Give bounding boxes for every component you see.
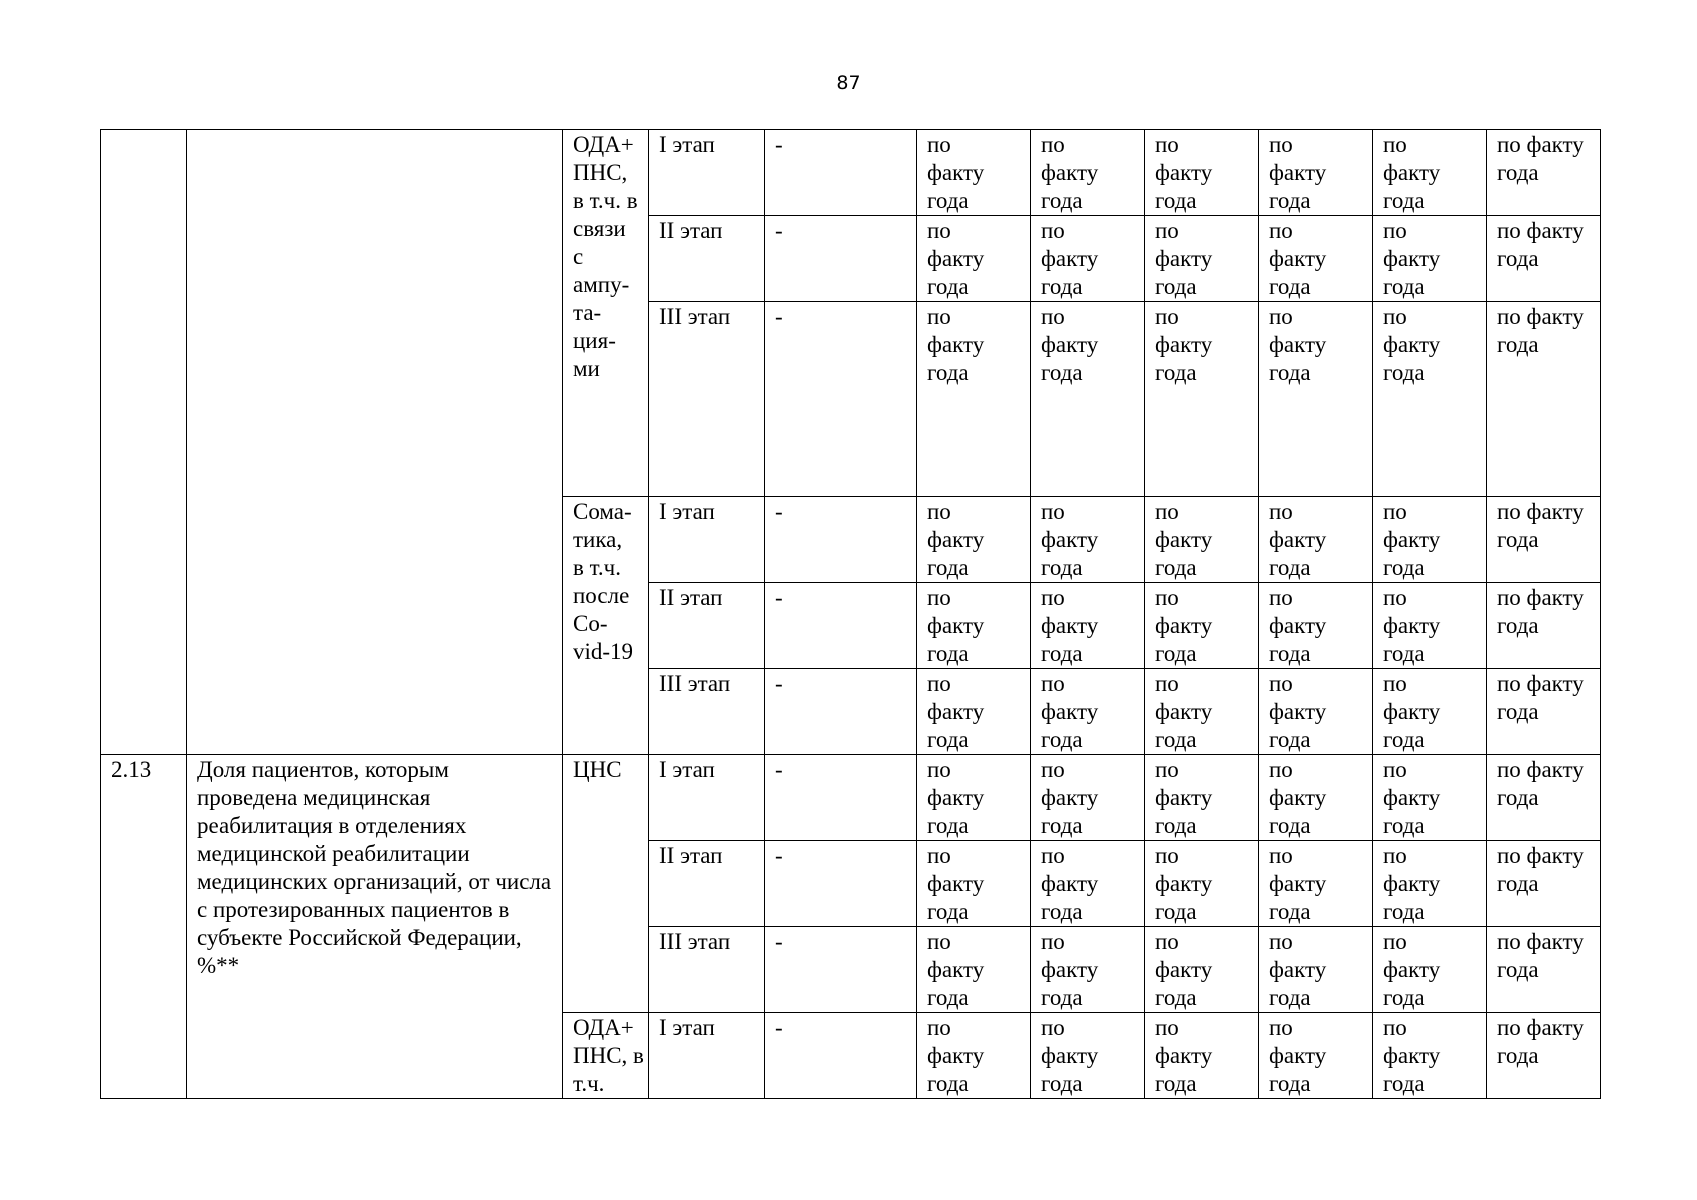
- value-cell: по факту года: [1031, 1013, 1145, 1099]
- value-cell: по факту года: [1145, 669, 1259, 755]
- value-cell: по факту года: [1259, 755, 1373, 841]
- value-cell: по факту года: [1259, 841, 1373, 927]
- table-row: [101, 130, 1601, 216]
- value-cell: по факту года: [1373, 927, 1487, 1013]
- value-cell: по факту года: [1373, 130, 1487, 216]
- value-cell: по факту года: [1145, 841, 1259, 927]
- value-cell: по факту года: [1373, 583, 1487, 669]
- base-value-cell: -: [765, 216, 917, 302]
- value-cell: по факту года: [1145, 755, 1259, 841]
- value-cell: по факту года: [1259, 130, 1373, 216]
- indicator-cell: [187, 130, 563, 755]
- value-cell: по факту года: [1259, 302, 1373, 497]
- value-cell: по факту года: [917, 216, 1031, 302]
- stage-cell: III этап: [649, 927, 765, 1013]
- stage-cell: I этап: [649, 130, 765, 216]
- value-cell: по факту года: [917, 841, 1031, 927]
- base-value-cell: -: [765, 130, 917, 216]
- value-cell: по факту года: [917, 927, 1031, 1013]
- value-cell: по факту года: [917, 302, 1031, 497]
- value-cell: по факту года: [1487, 755, 1601, 841]
- value-cell: по факту года: [1259, 927, 1373, 1013]
- value-cell: по факту года: [1373, 216, 1487, 302]
- value-cell: по факту года: [1487, 302, 1601, 497]
- value-cell: по факту года: [1373, 755, 1487, 841]
- value-cell: по факту года: [1487, 497, 1601, 583]
- stage-cell: III этап: [649, 302, 765, 497]
- value-cell: по факту года: [1145, 130, 1259, 216]
- value-cell: по факту года: [1031, 669, 1145, 755]
- value-cell: по факту года: [1031, 755, 1145, 841]
- value-cell: по факту года: [1373, 669, 1487, 755]
- rehabilitation-indicators-table: [100, 129, 1601, 1099]
- value-cell: по факту года: [1259, 1013, 1373, 1099]
- value-cell: по факту года: [1373, 841, 1487, 927]
- stage-cell: I этап: [649, 497, 765, 583]
- value-cell: по факту года: [917, 583, 1031, 669]
- value-cell: по факту года: [917, 497, 1031, 583]
- page-number: 87: [836, 72, 861, 94]
- value-cell: по факту года: [917, 1013, 1031, 1099]
- value-cell: по факту года: [1373, 1013, 1487, 1099]
- category-cell: Сома-тика, в т.ч. после Co-vid-19: [563, 497, 649, 755]
- value-cell: по факту года: [1145, 302, 1259, 497]
- value-cell: по факту года: [1373, 497, 1487, 583]
- value-cell: по факту года: [917, 669, 1031, 755]
- base-value-cell: -: [765, 669, 917, 755]
- value-cell: по факту года: [1487, 841, 1601, 927]
- base-value-cell: -: [765, 1013, 917, 1099]
- stage-cell: III этап: [649, 669, 765, 755]
- value-cell: по факту года: [1259, 669, 1373, 755]
- value-cell: по факту года: [1145, 216, 1259, 302]
- base-value-cell: -: [765, 927, 917, 1013]
- category-cell: ОДА+ ПНС, в т.ч.: [563, 1013, 649, 1099]
- stage-cell: I этап: [649, 1013, 765, 1099]
- row-number-cell: [101, 130, 187, 755]
- value-cell: по факту года: [1145, 927, 1259, 1013]
- value-cell: по факту года: [1487, 669, 1601, 755]
- base-value-cell: -: [765, 583, 917, 669]
- base-value-cell: -: [765, 497, 917, 583]
- stage-cell: I этап: [649, 755, 765, 841]
- stage-cell: II этап: [649, 583, 765, 669]
- value-cell: по факту года: [1259, 216, 1373, 302]
- value-cell: по факту года: [1487, 1013, 1601, 1099]
- value-cell: по факту года: [1031, 130, 1145, 216]
- stage-cell: II этап: [649, 216, 765, 302]
- value-cell: по факту года: [1145, 1013, 1259, 1099]
- value-cell: по факту года: [1031, 216, 1145, 302]
- category-cell: ЦНС: [563, 755, 649, 1013]
- value-cell: по факту года: [1259, 583, 1373, 669]
- value-cell: по факту года: [1487, 583, 1601, 669]
- value-cell: по факту года: [1031, 497, 1145, 583]
- value-cell: по факту года: [917, 755, 1031, 841]
- value-cell: по факту года: [1145, 583, 1259, 669]
- value-cell: по факту года: [1487, 130, 1601, 216]
- base-value-cell: -: [765, 755, 917, 841]
- value-cell: по факту года: [1259, 497, 1373, 583]
- row-number-cell: 2.13: [101, 755, 187, 1099]
- value-cell: по факту года: [1487, 216, 1601, 302]
- value-cell: по факту года: [1031, 583, 1145, 669]
- value-cell: по факту года: [1145, 497, 1259, 583]
- value-cell: по факту года: [1031, 302, 1145, 497]
- value-cell: по факту года: [1487, 927, 1601, 1013]
- indicator-cell: Доля пациентов, которым проведена медицинская реабилитация в отделениях медицинской реабилитации медицинских организаций, от числа с протезированных пациентов в субъекте Российской Федерации, %**: [187, 755, 563, 1099]
- value-cell: по факту года: [1031, 927, 1145, 1013]
- base-value-cell: -: [765, 302, 917, 497]
- base-value-cell: -: [765, 841, 917, 927]
- value-cell: по факту года: [917, 130, 1031, 216]
- value-cell: по факту года: [1373, 302, 1487, 497]
- stage-cell: II этап: [649, 841, 765, 927]
- value-cell: по факту года: [1031, 841, 1145, 927]
- category-cell: ОДА+ ПНС, в т.ч. в связи с ампу-та-ция-ми: [563, 130, 649, 497]
- table-row: [101, 755, 1601, 841]
